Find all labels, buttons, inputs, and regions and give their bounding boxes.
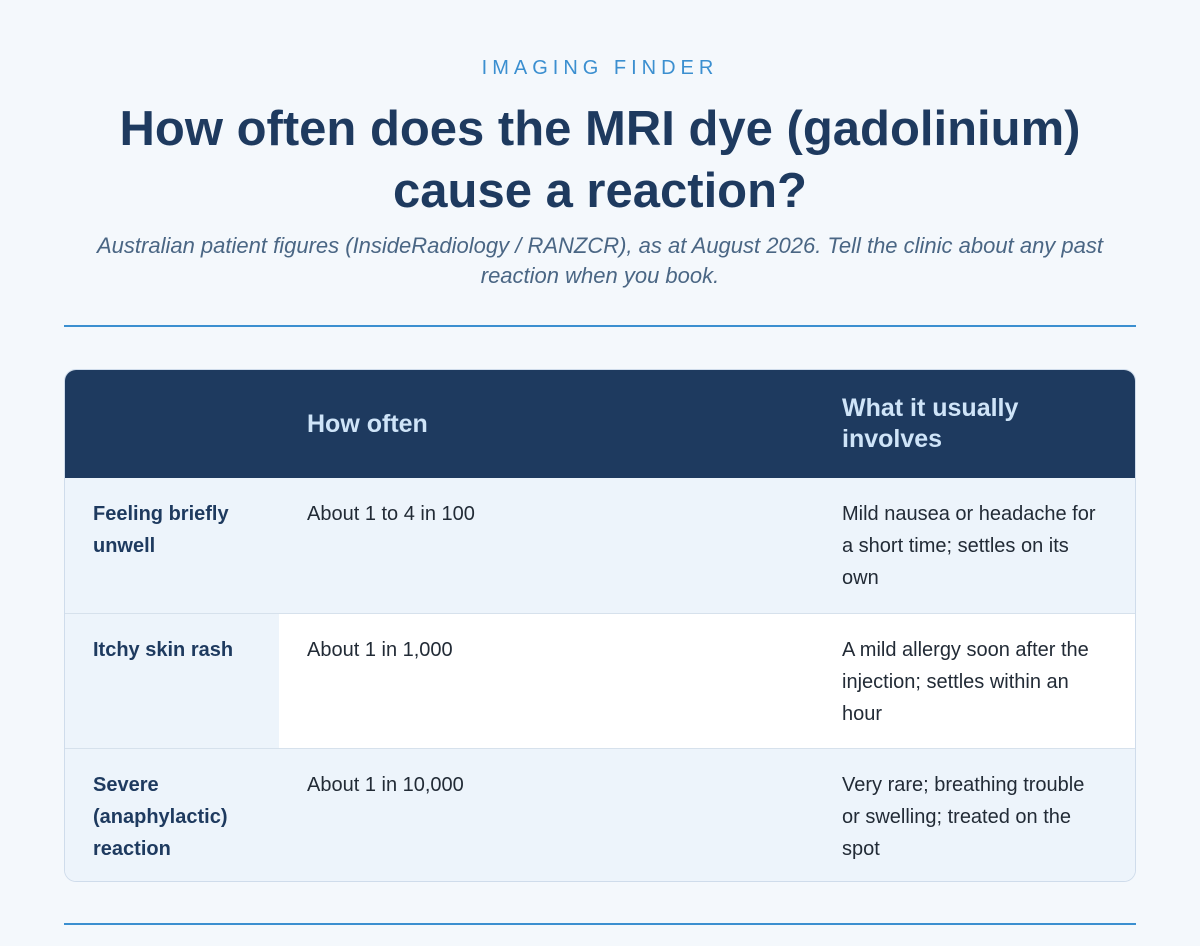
reaction-table <box>65 370 1135 882</box>
column-header-how-often: How often <box>307 409 428 438</box>
frequency-cell: About 1 in 10,000 <box>279 748 814 882</box>
row-label: Feeling briefly unwell <box>65 478 279 613</box>
column-header-involves: What it usually involves <box>842 394 1019 453</box>
reaction-table-card <box>64 369 1136 882</box>
involves-cell: A mild allergy soon after the injection; settles within an hour <box>814 613 1135 748</box>
frequency-cell: About 1 in 1,000 <box>279 613 814 748</box>
table-header-row <box>65 370 1135 478</box>
eyebrow-label: IMAGING FINDER <box>481 57 719 79</box>
page-title: How often does the MRI dye (gadolinium) cause a reaction? <box>119 102 1081 218</box>
row-label: Severe (anaphylactic) reaction <box>65 748 279 882</box>
table-row <box>65 613 1135 748</box>
table-row <box>65 748 1135 882</box>
row-label: Itchy skin rash <box>65 613 279 748</box>
involves-cell: Mild nausea or headache for a short time; settles on its own <box>814 478 1135 613</box>
top-divider <box>64 325 1136 327</box>
table-row <box>65 478 1135 613</box>
page-subtitle: Australian patient figures (InsideRadiology / RANZCR), as at August 2026. Tell the clinic about any past reaction when you book. <box>96 233 1104 288</box>
bottom-divider <box>64 923 1136 925</box>
frequency-cell: About 1 to 4 in 100 <box>279 478 814 613</box>
involves-cell: Very rare; breathing trouble or swelling; treated on the spot <box>814 748 1135 882</box>
column-header-reaction <box>65 370 279 478</box>
